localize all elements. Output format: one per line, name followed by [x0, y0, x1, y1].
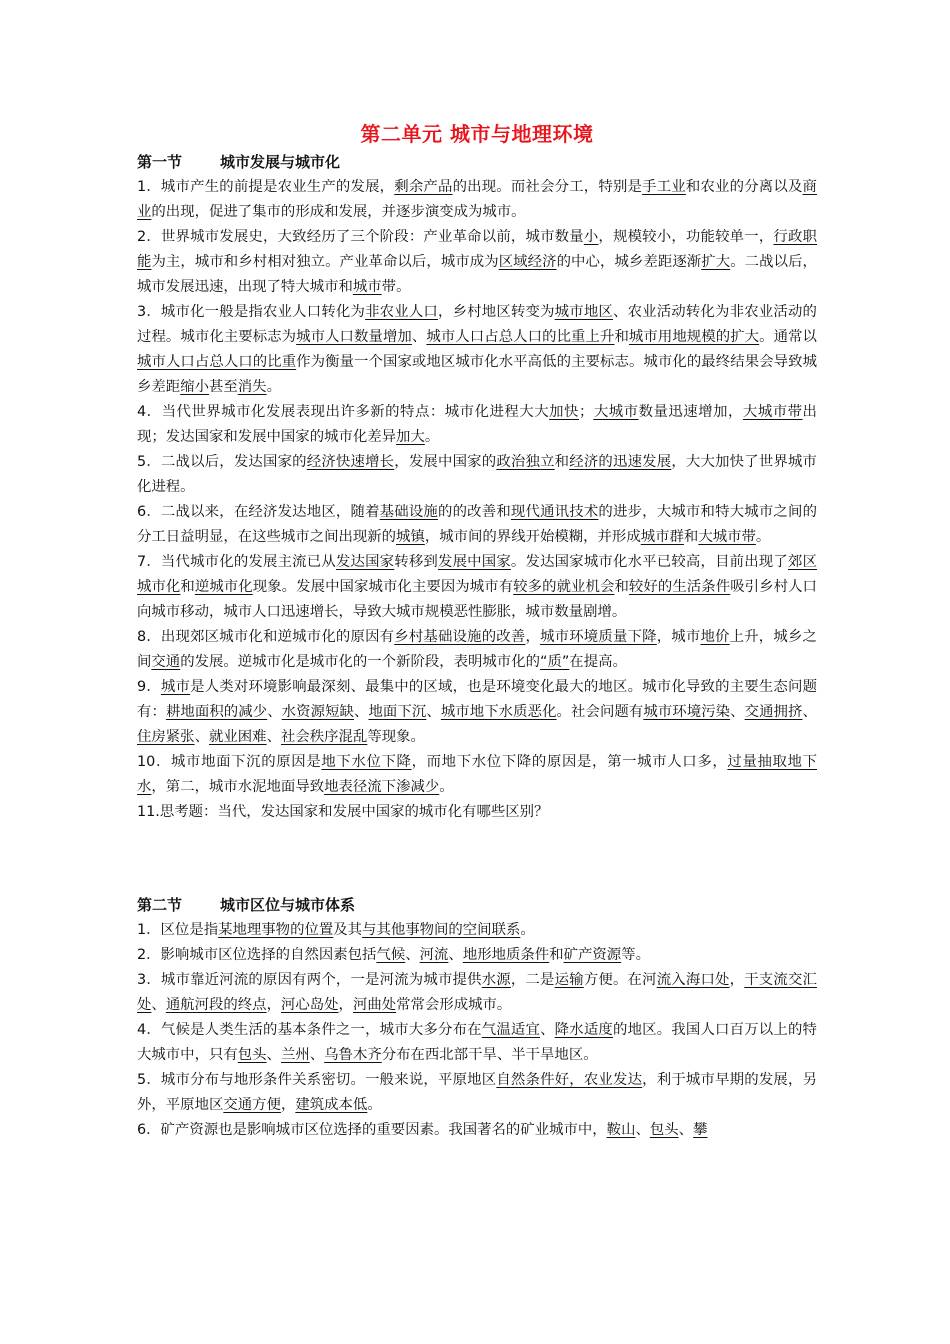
key-term: 流入海口处: [656, 972, 730, 988]
text-run: 的的改善和: [438, 504, 511, 520]
paragraph: [137, 1018, 817, 1068]
text-run: 的出现，促进了集市的形成和发展，并逐步演变成为城市。: [151, 204, 526, 220]
text-run: 6．二战以来，在经济发达地区，随着: [137, 504, 380, 520]
text-run: ，大大加快了世界城市化进程。: [137, 454, 817, 495]
text-run: 。: [266, 379, 281, 395]
text-run: ，城市间的界线开始模糊，并形成: [424, 529, 641, 545]
text-run: 4．当代世界城市化发展表现出许多新的特点：城市化进程大大: [137, 404, 550, 420]
key-term: 加大: [396, 429, 425, 445]
key-term: 地下水位下降: [321, 754, 412, 770]
key-term: 水资源短缺: [281, 704, 354, 720]
key-term: 区域经济: [498, 254, 557, 270]
key-term: 通航河段的终点: [165, 997, 267, 1013]
paragraph: [137, 450, 817, 500]
key-term: 发展中国家: [438, 554, 511, 570]
text-run: 9．: [137, 679, 161, 695]
text-run: 作为衡量一个国家或地区城市化水平高低的主要标志。城市化的最终结果会导致城乡差距: [137, 354, 817, 395]
key-term: 郊区城市化: [137, 554, 817, 595]
paragraph: [137, 400, 817, 450]
text-run: 、: [405, 947, 420, 963]
paragraph: [137, 550, 817, 625]
text-run: 的进步，大城市和特大城市之间的分工日益明显，在这些城市之间出现新的: [137, 504, 817, 545]
key-term: 城市: [160, 679, 191, 695]
key-term: 加快: [549, 404, 579, 420]
text-run: 、: [730, 704, 745, 720]
section-name: 城市区位与城市体系: [220, 896, 356, 914]
key-term: 城市地区: [554, 304, 613, 320]
key-term: 城市人口占总人口的比重上升: [426, 329, 615, 345]
text-run: 的出现。而社会分工，特别是: [452, 179, 643, 195]
key-term: 河流: [419, 947, 449, 963]
key-term: 大城市带: [698, 529, 756, 545]
paragraph: [137, 225, 817, 300]
key-term: 建筑成本低: [295, 1097, 368, 1113]
key-term: 城市人口数量增加: [296, 329, 412, 345]
paragraph: [137, 750, 817, 800]
section-2-paragraphs: [137, 918, 817, 1143]
text-run: 3．城市化一般是指农业人口转化为: [137, 304, 366, 320]
key-term: 城市用地规模的扩大: [628, 329, 760, 345]
text-run: 、: [540, 1022, 555, 1038]
key-term: 与其他事物间的空间联系: [362, 922, 521, 938]
key-term: 交通拥挤: [744, 704, 803, 720]
section-number: 第二节: [137, 896, 183, 914]
text-run: 5．城市分布与地形条件关系密切。一般来说，平原地区: [137, 1072, 497, 1088]
text-run: 7．当代城市化的发展主流已从: [137, 554, 336, 570]
paragraph: [137, 943, 817, 968]
key-term: “质”: [539, 654, 570, 670]
text-run: 和: [683, 529, 699, 545]
text-run: 出现；发达国家和发展中国家的城市化差异: [137, 404, 817, 445]
key-term: 消失: [237, 379, 267, 395]
text-run: 2．影响城市区位选择的自然因素包括: [137, 947, 377, 963]
text-run: 在提高。: [569, 654, 627, 670]
section-heading: [137, 893, 817, 918]
key-term: 大城市带: [742, 404, 803, 420]
text-run: 带。: [381, 279, 411, 295]
text-run: ，二是: [510, 972, 555, 988]
key-term: 交通: [151, 654, 181, 670]
text-run: ，: [525, 629, 541, 645]
document-page: [137, 120, 817, 1143]
text-run: 分布在西北部干旱、半干旱地区。: [381, 1047, 598, 1063]
text-run: 和: [180, 579, 195, 595]
section-1-paragraphs: [137, 175, 817, 825]
text-run: 。发达国家城市化水平已较高，目前出现了: [510, 554, 788, 570]
text-run: 和农业的分离以及: [685, 179, 803, 195]
text-run: ，规模较小，功能较单一，: [598, 229, 774, 245]
text-run: 10．城市地面下沉的原因是: [137, 754, 322, 770]
text-run: 的发展。逆城市化是城市化的一个新阶段，表明城市化的: [180, 654, 540, 670]
key-term: 地面下沉: [368, 704, 427, 720]
section-number: 第一节: [137, 153, 183, 171]
key-term: 行政职能: [137, 229, 817, 270]
text-run: 11.思考题：当代，发达国家和发展中国家的城市化有哪些区别？: [137, 804, 549, 820]
text-run: ，城市: [656, 629, 701, 645]
text-run: 和: [554, 454, 570, 470]
text-run: 、农业活动转化为非农业活动的过程。城市化主要标志为: [137, 304, 817, 345]
unit-title: 第二单元 城市与地理环境: [360, 122, 594, 146]
text-run: ，: [266, 997, 281, 1013]
key-term: 城市环境质量下降: [540, 629, 657, 645]
text-run: 。: [424, 429, 440, 445]
key-term: 乌鲁木齐: [324, 1047, 382, 1063]
text-run: 上升，城乡之间: [137, 629, 817, 670]
text-run: 、: [448, 947, 463, 963]
text-run: 1．区位是指: [137, 922, 219, 938]
section-1: [137, 150, 817, 825]
paragraph: [137, 625, 817, 675]
key-term: 非农业人口: [365, 304, 438, 320]
text-run: 。: [755, 529, 771, 545]
key-term: 过量抽取地下水: [137, 754, 817, 795]
text-run: 常常会形成城市。: [396, 997, 512, 1013]
key-term: 运输: [554, 972, 584, 988]
text-run: ，利于城市早期的发展，另外，平原地区: [137, 1072, 817, 1113]
key-term: 矿产资源: [563, 947, 622, 963]
key-term: 鞍山: [606, 1122, 636, 1138]
key-term: 气候: [376, 947, 406, 963]
paragraph: [137, 918, 817, 943]
paragraph: [137, 968, 817, 1018]
text-run: 。: [520, 922, 535, 938]
text-run: 、: [802, 704, 817, 720]
text-run: 是人类对环境影响最深刻、最集中的区域，也是环境变化最大的地区。城市化导致的主要生态问题有：: [137, 679, 817, 720]
text-run: 的地区。我国人口百万以上的特大城市中，只有: [137, 1022, 817, 1063]
text-run: 、: [267, 704, 282, 720]
section-2: [137, 893, 817, 1143]
key-term: 政治独立: [496, 454, 555, 470]
text-run: 吸引乡村人口向城市移动，城市人口迅速增长，导致大城市规模恶性膨胀，城市数量剧增。: [137, 579, 817, 620]
section-name: 城市发展与城市化: [220, 153, 341, 171]
text-run: 。通常以: [759, 329, 817, 345]
key-term: 包头: [237, 1047, 267, 1063]
paragraph: [137, 1068, 817, 1118]
text-run: 现象。发展中国家城市化主要因为城市有: [252, 579, 514, 595]
text-run: 、: [266, 1047, 281, 1063]
key-term: 干支流交汇处: [137, 972, 817, 1013]
key-term: 地表径流下渗减少: [324, 779, 440, 795]
text-run: 8．出现郊区城市化和逆城市化的原因有: [137, 629, 395, 645]
key-term: 较多的就业机会: [513, 579, 615, 595]
text-run: ，发展中国家的: [394, 454, 497, 470]
text-run: 转移到: [394, 554, 438, 570]
text-run: 。社会问题有: [556, 704, 644, 720]
key-term: 剩余产品: [394, 179, 453, 195]
text-run: 。二战以后，城市发展迅速，出现了特大城市和: [137, 254, 817, 295]
text-run: ，: [338, 997, 353, 1013]
text-run: 、: [635, 1122, 650, 1138]
key-term: 耕地面积的减少: [165, 704, 268, 720]
text-run: 方便。在河: [583, 972, 657, 988]
key-term: 城市: [352, 279, 382, 295]
text-run: 、: [354, 704, 369, 720]
key-term: 经济快速增长: [306, 454, 395, 470]
text-run: 、: [266, 729, 281, 745]
text-run: 。: [439, 779, 454, 795]
key-term: 小: [583, 229, 599, 245]
key-term: 包头: [649, 1122, 679, 1138]
text-run: ，乡村地区转变为: [438, 304, 555, 320]
key-term: 就业困难: [208, 729, 267, 745]
paragraph: [137, 800, 817, 825]
text-run: ，: [729, 972, 745, 988]
text-run: 、: [151, 997, 166, 1013]
paragraph: [137, 500, 817, 550]
text-run: 、: [426, 704, 441, 720]
text-run: 和: [614, 579, 629, 595]
paragraph: [137, 300, 817, 400]
key-term: 发达国家: [335, 554, 395, 570]
text-run: 、: [309, 1047, 325, 1063]
text-run: ，第二，城市水泥地面导致: [151, 779, 325, 795]
text-run: 数量迅速增加，: [638, 404, 743, 420]
key-term: 经济的迅速发展: [569, 454, 672, 470]
key-term: 攀: [693, 1122, 708, 1138]
key-term: 缩小: [180, 379, 209, 395]
key-term: 城市人口占总人口的比重: [137, 354, 297, 370]
key-term: 城市环境污染: [643, 704, 731, 720]
text-run: 、: [194, 729, 209, 745]
paragraph: [137, 175, 817, 225]
text-run: 和: [549, 947, 564, 963]
key-term: 城市群: [640, 529, 684, 545]
key-term: 自然条件好，农业发达: [496, 1072, 643, 1088]
text-run: 、: [411, 329, 427, 345]
key-term: 基础设施: [379, 504, 438, 520]
key-term: 商业: [137, 179, 817, 220]
text-run: 等现象。: [367, 729, 425, 745]
key-term: 降水适度: [554, 1022, 613, 1038]
key-term: 河曲处: [352, 997, 397, 1013]
key-term: 地价: [700, 629, 730, 645]
key-term: 现代通讯技术: [510, 504, 599, 520]
key-term: 住房紧张: [137, 729, 195, 745]
key-term: 大城市: [593, 404, 639, 420]
key-term: 河心岛处: [280, 997, 339, 1013]
text-run: 等。: [621, 947, 650, 963]
key-term: 社会秩序混乱: [280, 729, 368, 745]
text-run: 、: [678, 1122, 694, 1138]
text-run: 。: [367, 1097, 382, 1113]
text-run: ，: [280, 1097, 296, 1113]
text-run: ；: [578, 404, 594, 420]
key-term: 手工业: [642, 179, 686, 195]
paragraph: [137, 1118, 817, 1143]
key-term: 水源: [481, 972, 511, 988]
text-run: 6．矿产资源也是影响城市区位选择的重要因素。我国著名的矿业城市中，: [137, 1122, 607, 1138]
text-run: 及其: [333, 922, 363, 938]
text-run: 甚至: [208, 379, 238, 395]
text-run: 为主，城市和乡村相对独立。产业革命以后，城市成为: [151, 254, 499, 270]
text-run: 3．城市靠近河流的原因有两个，一是河流为城市提供: [137, 972, 482, 988]
text-run: 2．世界城市发展史，大致经历了三个阶段：产业革命以前，城市数量: [137, 229, 584, 245]
key-term: 兰州: [280, 1047, 310, 1063]
key-term: 较好的生活条件: [628, 579, 731, 595]
key-term: 逆城市化: [194, 579, 253, 595]
key-term: 某地理事物的位置: [218, 922, 334, 938]
key-term: 扩大: [701, 254, 731, 270]
key-term: 城镇: [396, 529, 425, 545]
text-run: 4．气候是人类生活的基本条件之一，城市大多分布在: [137, 1022, 482, 1038]
key-term: 乡村基础设施的改善: [394, 629, 526, 645]
key-term: 气温适宜: [481, 1022, 541, 1038]
text-run: ，而地下水位下降的原因是，第一城市人口多，: [411, 754, 728, 770]
text-run: 和: [614, 329, 629, 345]
section-heading: [137, 150, 817, 175]
text-run: 的中心，城乡差距逐渐: [556, 254, 702, 270]
text-run: 5．二战以后，发达国家的: [137, 454, 307, 470]
text-run: 1．城市产生的前提是农业生产的发展，: [137, 179, 395, 195]
paragraph: [137, 675, 817, 750]
key-term: 地形地质条件: [462, 947, 550, 963]
key-term: 交通方便: [223, 1097, 281, 1113]
key-term: 城市地下水质恶化: [440, 704, 557, 720]
